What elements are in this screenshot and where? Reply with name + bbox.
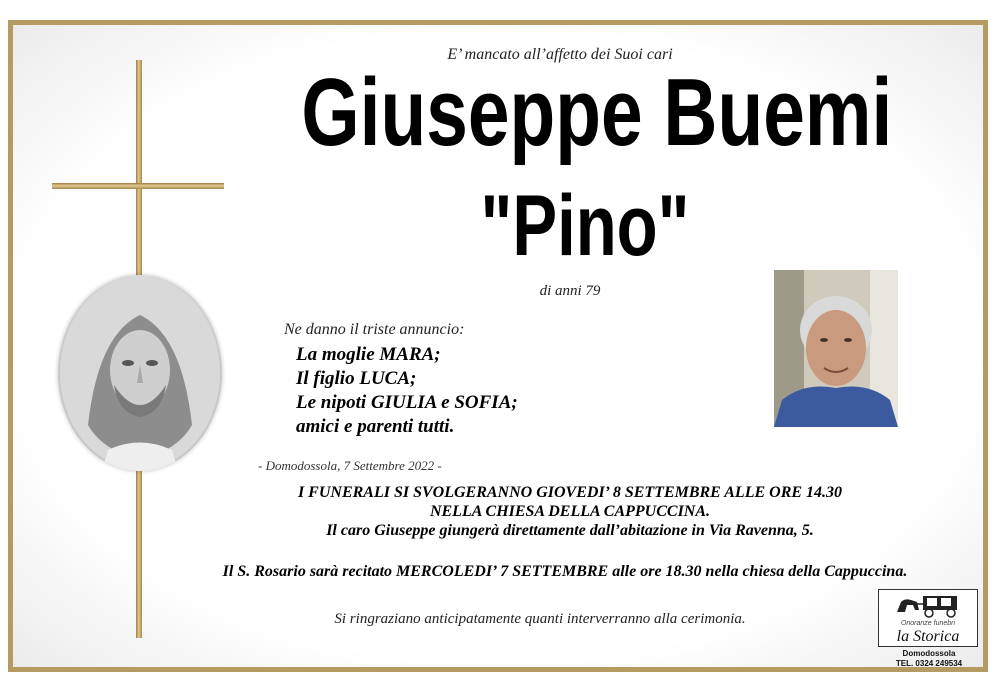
family-line: La moglie MARA; [296,344,441,365]
logo-phone: TEL. 0324 249534 [895,659,963,668]
funeral-info [200,483,940,540]
religious-medallion-image [58,275,222,471]
family-line: amici e parenti tutti. [296,416,455,437]
deceased-portrait-photo [774,270,898,427]
family-list [296,343,696,439]
hearse-carriage-icon [893,592,965,618]
place-date: - Domodossola, 7 Settembre 2022 - [258,458,442,473]
logo-subtitle: Onoranze funebri [900,620,956,627]
deceased-age: di anni 79 [539,283,601,299]
family-line: Il figlio LUCA; [296,368,417,389]
logo-box [878,589,978,647]
family-line: Le nipoti GIULIA e SOFIA; [296,392,518,413]
funeral-home-logo [878,589,980,669]
cross-horizontal-bar [52,183,224,189]
funeral-line: NELLA CHIESA DELLA CAPPUCCINA. [429,503,711,520]
funeral-line: I FUNERALI SI SVOLGERANNO GIOVEDI’ 8 SETTEMBRE ALLE ORE 14.30 [297,484,843,501]
intro-line: E’ mancato all’affetto dei Suoi cari [447,46,673,63]
deceased-name: Giuseppe Buemi [301,59,893,166]
logo-brand: la Storica [896,628,960,645]
announcement-label: Ne danno il triste annuncio: [284,321,465,338]
deceased-nickname: "Pino" [480,178,690,274]
funeral-line: Il caro Giuseppe giungerà direttamente dall’abitazione in Via Ravenna, 5. [326,522,814,539]
logo-city: Domodossola [902,649,956,658]
rosary-info: Il S. Rosario sarà recitato MERCOLEDI’ 7 SETTEMBRE alle ore 18.30 nella chiesa della Cappuccina. [222,563,908,580]
thanks-line: Si ringraziano anticipatamente quanti interverranno alla cerimonia. [334,611,746,627]
